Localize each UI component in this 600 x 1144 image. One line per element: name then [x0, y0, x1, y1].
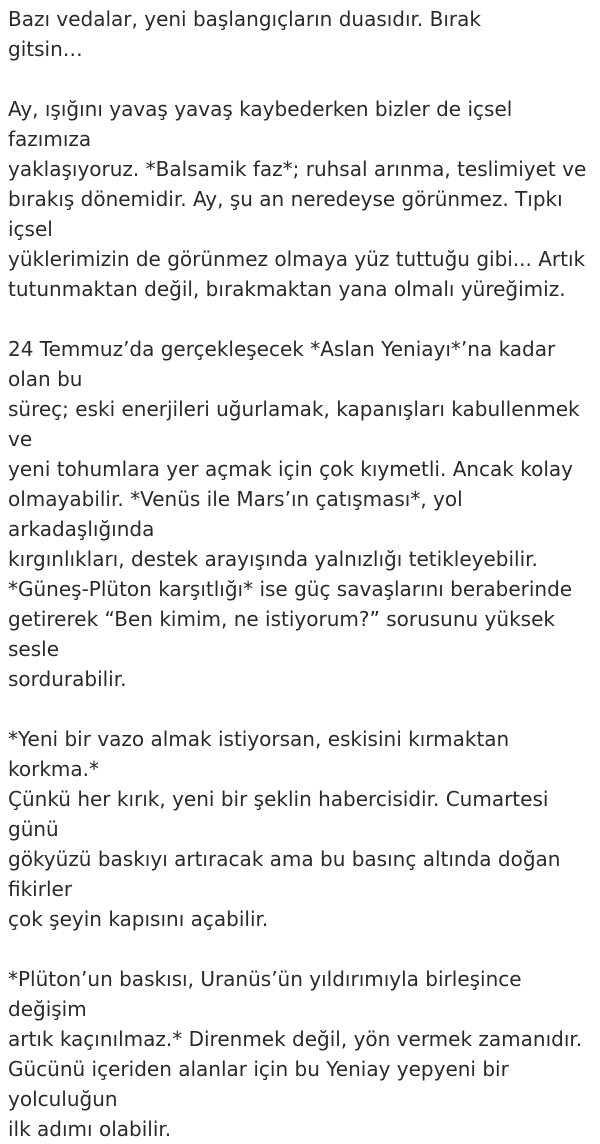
paragraph-balsamic-phase: Ay, ışığını yavaş yavaş kaybederken bizler de içsel fazımıza yaklaşıyoruz. *Balsamik faz*; ruhsal arınma, teslimiyet ve bırakış dönemidir. Ay, şu an neredeyse görünmez. Tıpkı içsel yüklerimizin de görünmez olmaya yüz tuttuğu gibi... Artık tutunmaktan değil, bırakmaktan yana olmalı yüreğimiz.: [8, 97, 587, 301]
paragraph-leo-new-moon: 24 Temmuz’da gerçekleşecek *Aslan Yeniayı*’na kadar olan bu süreç; eski enerjileri uğurlamak, kapanışları kabullenmek ve yeni tohumlara yer açmak için çok kıymetli. Ancak kolay olmayabilir. *Venüs ile Mars’ın çatışması*, yol arkadaşlığında kırgınlıkları, destek arayışında yalnızlığı tetikleyebilir. *Güneş-Plüton karşıtlığı* ise güç savaşlarını beraberinde getirerek “Ben kimim, ne istiyorum?” sorusunu yüksek sesle sordurabilir.: [8, 337, 580, 691]
paragraph-new-vase: *Yeni bir vazo almak istiyorsan, eskisini kırmaktan korkma.* Çünkü her kırık, yeni bir şeklin habercisidir. Cumartesi günü gökyüzü baskıyı artıracak ama bu basınç altında doğan fikirler çok şeyin kapısını açabilir.: [8, 727, 561, 931]
paragraph-pluto-uranus: *Plüton’un baskısı, Uranüs’ün yıldırımıyla birleşince değişim artık kaçınılmaz.* Direnmek değil, yön vermek zamanıdır. Gücünü içeriden alanlar için bu Yeniay yepyeni bir yolculuğun ilk adımı olabilir.: [8, 967, 583, 1141]
document-body: [8, 4, 594, 1144]
paragraph-intro: Bazı vedalar, yeni başlangıçların duasıdır. Bırak gitsin…: [8, 7, 481, 61]
